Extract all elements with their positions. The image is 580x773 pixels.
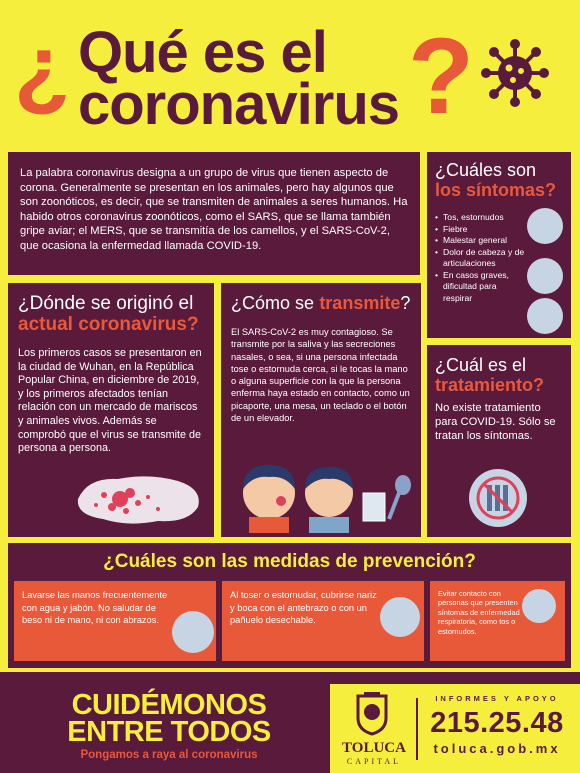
- cover-cough-icon: [380, 597, 420, 637]
- symptoms-title: ¿Cuáles son: [435, 160, 537, 180]
- symptoms-title-highlight: los síntomas?: [435, 180, 557, 200]
- title-question-close: ?: [408, 15, 474, 136]
- origin-title: ¿Dónde se originó el: [18, 293, 194, 314]
- symptoms-panel: [427, 152, 571, 338]
- symptom-item: • Fiebre: [435, 224, 527, 236]
- breathing-person-icon: [527, 298, 563, 334]
- prevention-box-avoid-contact: [430, 581, 565, 661]
- page-title: [0, 0, 580, 150]
- symptom-item: • Malestar general: [435, 235, 527, 247]
- symptom-item: • Tos, estornudos: [435, 212, 527, 224]
- city-subtitle: CAPITAL: [346, 757, 402, 766]
- title-line-1: Qué es el: [78, 20, 327, 85]
- handwashing-icon: [172, 611, 214, 653]
- prevention-text: Al toser o estornudar, cubrirse nariz y boca con el antebrazo o con un pañuelo desechable.: [230, 590, 377, 626]
- sick-person-icon: [522, 589, 556, 623]
- prevention-box-handwashing: [14, 581, 216, 661]
- treatment-title: ¿Cuál es el: [435, 355, 527, 375]
- cough-person-icon: [527, 208, 563, 244]
- prevention-panel: [8, 543, 571, 668]
- footer-slogan: [56, 689, 282, 748]
- virus-icon: [480, 38, 550, 108]
- intro-text: La palabra coronavirus designa a un grupo de virus que tienen aspecto de corona. Generalmente se presentan en los animales, pero hay algunos que son zoonóticos, es decir, que se transmiten de animales a seres humanos. Ha habido otros coronavirus zoonóticos, como el SARS, que se llama también gripe aviar; el MERS, que se transmitía de los camellos, y el SARS-CoV-2, que ocasiona la enfermedad llamada COVID-19.: [20, 167, 408, 252]
- city-name: TOLUCA: [342, 740, 406, 756]
- origin-title-highlight: actual coronavirus?: [18, 314, 199, 335]
- china-map-icon: [68, 469, 208, 527]
- treatment-panel: [427, 345, 571, 537]
- footer-subtitle: Pongamos a raya al coronavirus: [80, 749, 258, 761]
- toluca-coat-of-arms-icon: [350, 692, 394, 736]
- treatment-text: No existe tratamiento para COVID-19. Sólo se tratan los síntomas.: [435, 402, 556, 442]
- symptom-item: • Dolor de cabeza y de articulaciones: [435, 247, 527, 270]
- phone-number: 215.25.48: [430, 707, 564, 739]
- transmission-text: El SARS-CoV-2 es muy contagioso. Se transmite por la saliva y las secreciones nasales, o sea, si una persona infectada tose o estornuda cerca, si le tocas la mano o alguna superficie con la que la persona enferma haya estado en contacto, como un picaporte, una mesa, un teclado o el botón de un elevador.: [231, 327, 410, 424]
- prevention-box-cover-cough: [222, 581, 424, 661]
- transmission-panel: [221, 283, 421, 537]
- footer-slogan-line-2: ENTRE TODOS: [67, 716, 271, 748]
- transmission-title-end: ?: [400, 293, 411, 313]
- title-question-open: ¿: [14, 17, 71, 119]
- treatment-title-highlight: tratamiento?: [435, 375, 545, 395]
- footer-slogan-line-1: CUIDÉMONOS: [71, 689, 267, 721]
- prevention-text: Evitar contacto con personas que presenten síntomas de enfermedad respiratoria, como tos o estornudos.: [438, 589, 520, 636]
- prevention-title: ¿Cuáles son las medidas de prevención?: [103, 551, 476, 572]
- origin-panel: [8, 283, 214, 537]
- contact-box: [330, 684, 580, 773]
- sneezing-people-icon: [229, 453, 419, 533]
- transmission-title-highlight: transmite: [319, 293, 401, 313]
- headache-person-icon: [527, 258, 563, 294]
- transmission-title: ¿Cómo se: [231, 293, 315, 313]
- website: toluca.gob.mx: [433, 741, 561, 756]
- divider: [416, 698, 418, 760]
- title-line-2: coronavirus: [78, 72, 399, 137]
- prevention-text: Lavarse las manos frecuentemente con agua y jabón. No saludar de beso ni de mano, ni con abrazos.: [22, 590, 168, 626]
- origin-text: Los primeros casos se presentaron en la ciudad de Wuhan, en la República Popular China, en diciembre de 2019, y los primeros afectados tenían relación con un mercado de mariscos y animales vivos. Además se comprobó que el virus se transmite de persona a persona.: [18, 347, 202, 455]
- no-vaccine-icon: [469, 469, 527, 527]
- info-label: INFORMES Y APOYO: [435, 694, 559, 703]
- intro-panel: [8, 152, 420, 275]
- symptom-item: • En casos graves, dificultad para respirar: [435, 270, 527, 305]
